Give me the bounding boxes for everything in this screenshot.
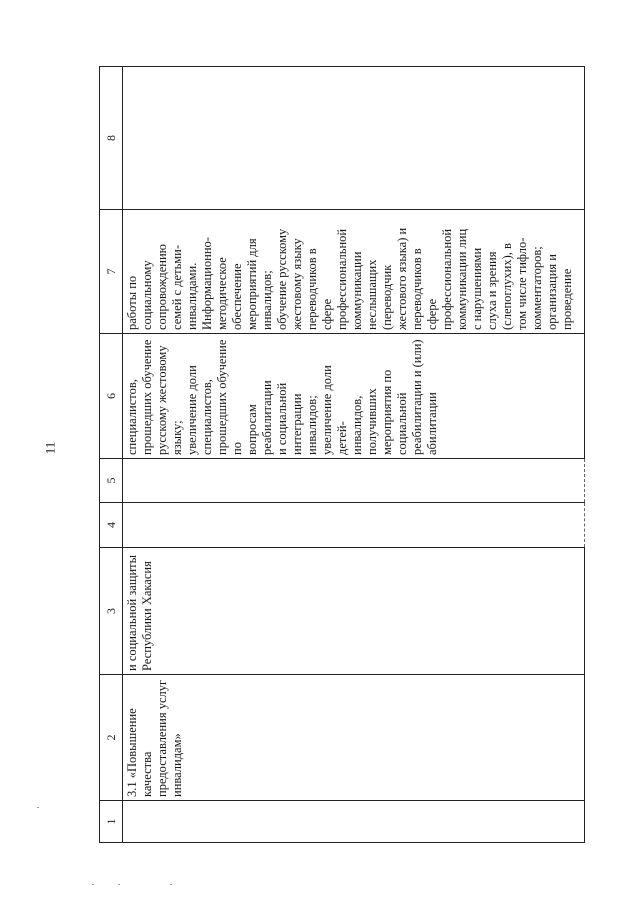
program-table <box>99 66 585 843</box>
cell-col4 <box>123 503 585 548</box>
cell-number <box>123 801 585 843</box>
rotated-table-wrapper <box>99 67 585 843</box>
cell-col5 <box>123 459 585 503</box>
cell-responsible: и социальной защиты Республики Хакасия <box>123 548 585 675</box>
cell-measure-name: 3.1 «Повышение качества предоставления услуг инвалидам» <box>123 675 585 801</box>
scan-speck <box>118 884 120 885</box>
column-header-2: 2 <box>100 675 123 801</box>
column-header-7: 7 <box>100 210 123 334</box>
cell-col8 <box>123 67 585 210</box>
scan-speck <box>92 884 94 885</box>
page-number: 11 <box>42 441 58 455</box>
scan-speck <box>37 807 39 808</box>
cell-activities: работы по социальному сопровождению семей с детьми- инвалидами. Информационно- методическое обеспечение мероприятий для инвалидов; обучение русскому жестовому языку переводчиков в сфере профессиональной коммуникации неслышащих (переводчик жестового языка) и переводчиков в сфере профессиональной коммуникации лиц с нарушениями слуха и зрения (слепоглухих), в том числе тифло- комментаторов; организация и проведение <box>123 210 585 334</box>
column-header-3: 3 <box>100 548 123 675</box>
header-row <box>100 67 123 843</box>
table-row <box>123 67 585 843</box>
column-header-1: 1 <box>100 801 123 843</box>
column-header-5: 5 <box>100 459 123 503</box>
cell-indicators: специалистов, прошедших обучение русскому жестовому языку; увеличение доли специалистов, прошедших обучение по вопросам реабилитации и социальной интеграции инвалидов; увеличение доли детей- инвалидов, получивших мероприятия по социальной реабилитации и (или) абилитации <box>123 334 585 459</box>
column-header-4: 4 <box>100 503 123 548</box>
column-header-6: 6 <box>100 334 123 459</box>
scan-speck <box>170 884 172 885</box>
column-header-8: 8 <box>100 67 123 210</box>
